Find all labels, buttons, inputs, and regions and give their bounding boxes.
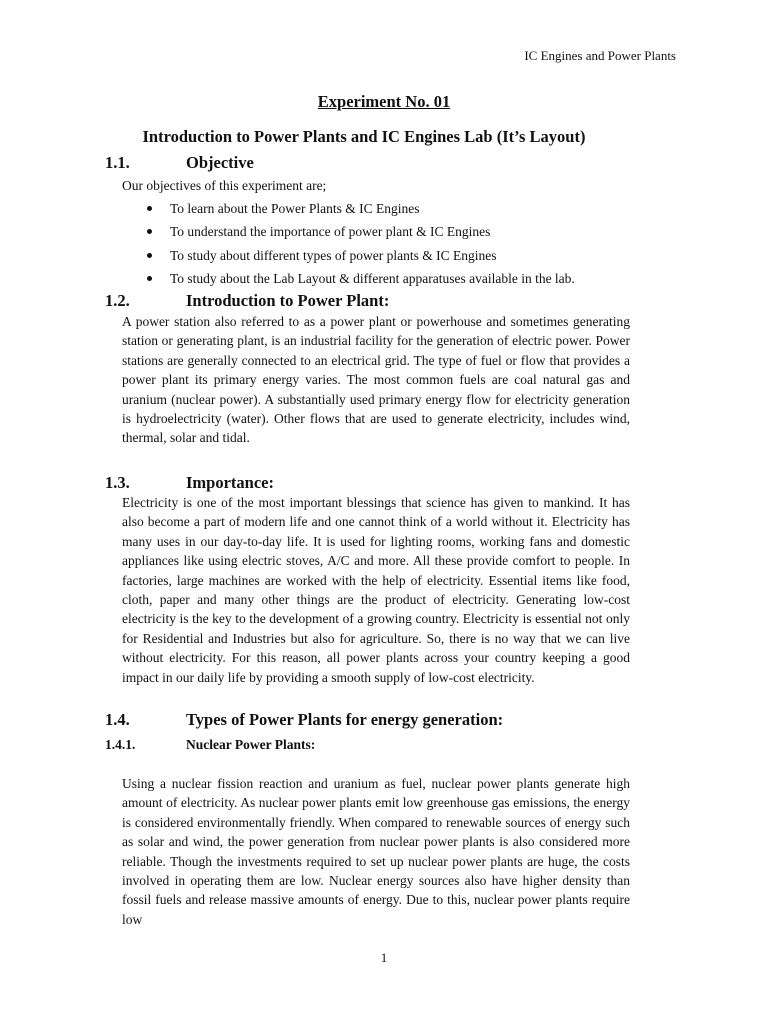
- objective-list: [122, 197, 642, 290]
- introduction-paragraph: A power station also referred to as a power plant or powerhouse and sometimes generating station or generating plant, is an industrial facility for the generation of electric power. Power stations are generally connected to an electrical grid. The type of fuel or flow that provides a power plant its primary energy varies. The most common fuels are coal natural gas and uranium (nuclear power). A substantially used primary energy flow for electricity generation is hydroelectricity (water). Other flows that are used to generate electricity, includes wind, thermal, solar and tidal.: [122, 314, 630, 446]
- section-title: Types of Power Plants for energy generation:: [186, 710, 504, 729]
- objective-intro: Our objectives of this experiment are;: [122, 178, 327, 193]
- list-item-text: To learn about the Power Plants & IC Engines: [170, 201, 420, 216]
- list-item: [122, 267, 642, 290]
- bullet-icon: [147, 253, 152, 258]
- section-title: Importance:: [186, 473, 274, 492]
- section-number: 1.1.: [105, 153, 130, 172]
- section-number: 1.2.: [105, 291, 130, 310]
- list-item: [122, 244, 642, 267]
- heading-importance: [105, 473, 274, 493]
- section-number: 1.4.: [105, 710, 130, 729]
- bullet-icon: [147, 229, 152, 234]
- heading-types: [105, 710, 503, 730]
- section-number: 1.3.: [105, 473, 130, 492]
- section-title: Objective: [186, 153, 254, 172]
- nuclear-paragraph: Using a nuclear fission reaction and uranium as fuel, nuclear power plants generate high amount of electricity. As nuclear power plants emit low greenhouse gas emissions, the energy is considered environmentally friendly. When compared to renewable sources of energy such as solar and wind, the power generation from nuclear power plants is also considered more reliable. Though the investments required to set up nuclear power plants are huge, the costs involved in operating them are low. Nuclear energy sources also have higher density than fossil fuels and release massive amounts of energy. Due to this, nuclear power plants require low: [122, 776, 630, 927]
- bullet-icon: [147, 276, 152, 281]
- experiment-title: Experiment No. 01: [317, 92, 451, 111]
- section-title: Nuclear Power Plants:: [186, 737, 316, 752]
- list-item: [122, 197, 642, 220]
- heading-objective: [105, 153, 254, 173]
- section-title: Introduction to Power Plant:: [186, 291, 390, 310]
- heading-nuclear: [105, 737, 315, 753]
- experiment-subtitle: Introduction to Power Plants and IC Engines Lab (It’s Layout): [142, 127, 586, 146]
- list-item-text: To study about different types of power plants & IC Engines: [170, 247, 497, 263]
- heading-introduction: [105, 291, 389, 311]
- importance-paragraph: Electricity is one of the most important blessings that science has given to mankind. It has also become a part of modern life and one cannot think of a world without it. Electricity has many uses in our day-to-day life. It is used for lighting rooms, working fans and domestic appliances like using electric stoves, A/C and more. All these provide comfort to people. In factories, large machines are worked with the help of electricity. Essential items like food, cloth, paper and many other things are the product of electricity. Generating low-cost electricity is the key to the development of a growing country. Electricity is essential not only for Residential and Industries but also for agriculture. So, there is no way that we can live without electricity. For this reason, all power plants across your country keeping a good impact in our daily life by providing a smooth supply of low-cost electricity.: [122, 495, 630, 685]
- page-number: 1: [380, 950, 388, 965]
- running-header: IC Engines and Power Plants: [524, 48, 676, 63]
- bullet-icon: [147, 206, 152, 211]
- list-item-text: To study about the Lab Layout & different apparatuses available in the lab.: [170, 270, 575, 286]
- section-number: 1.4.1.: [105, 737, 136, 752]
- list-item-text: To understand the importance of power plant & IC Engines: [170, 224, 491, 240]
- list-item: [122, 220, 642, 243]
